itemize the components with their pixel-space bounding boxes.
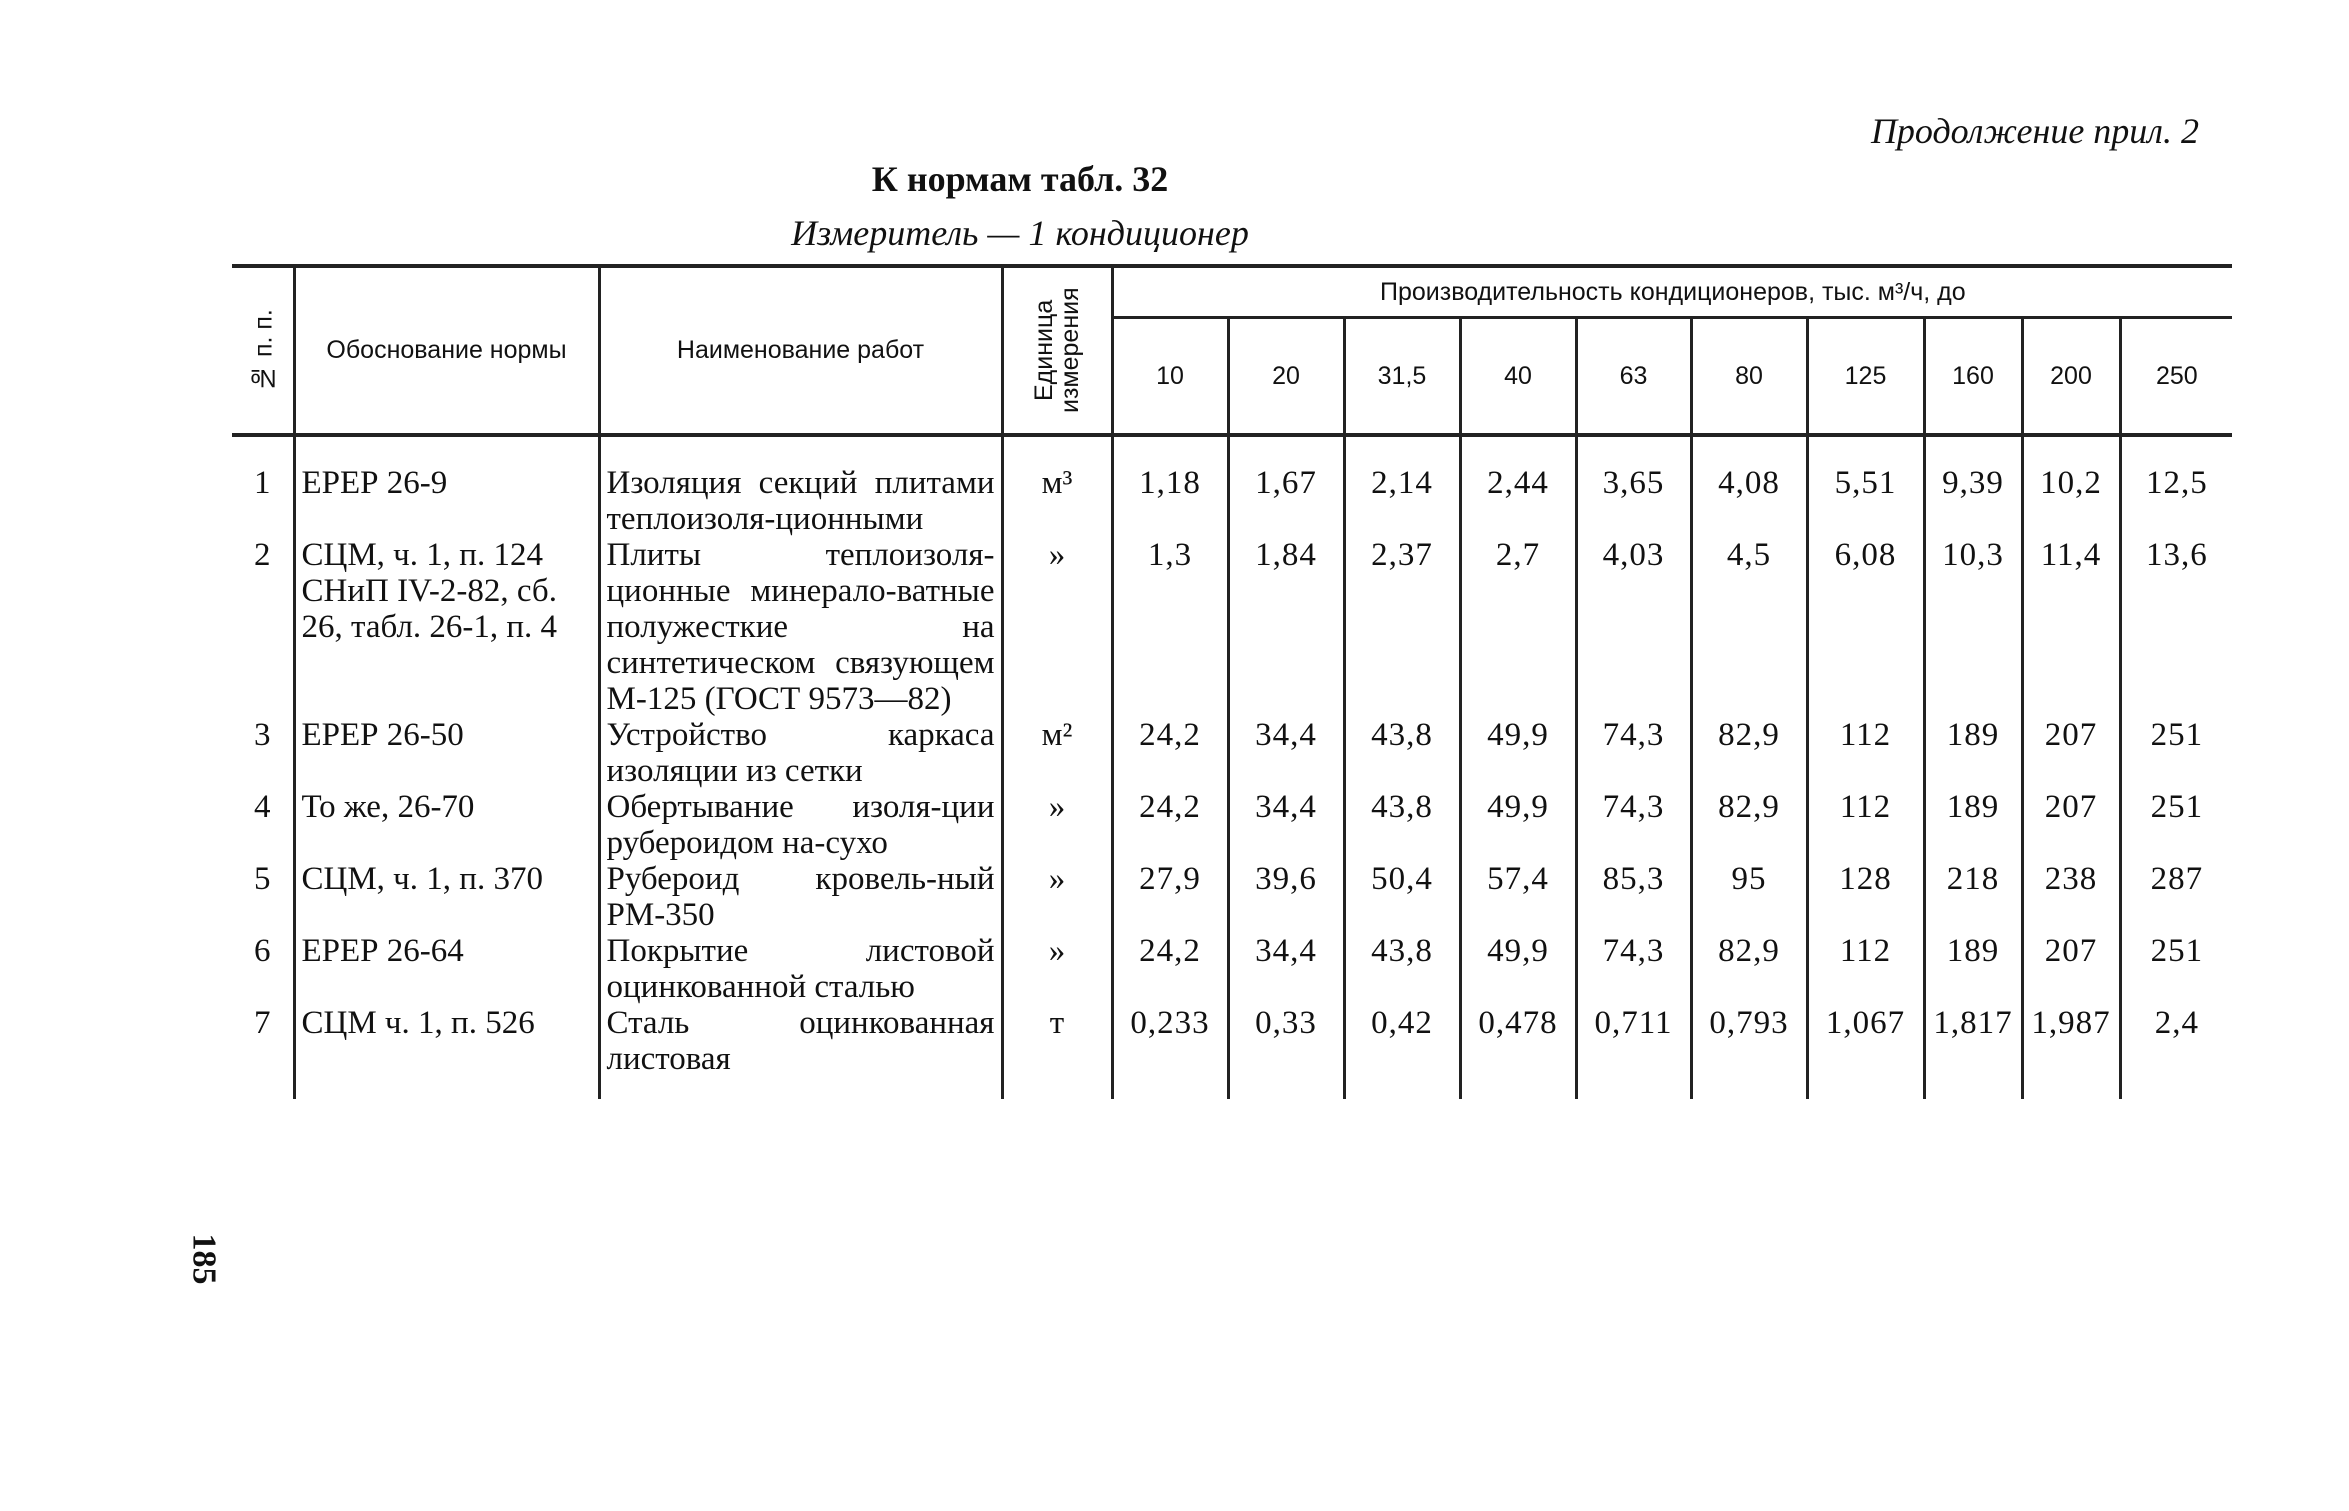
row-value: 1,84 xyxy=(1228,537,1344,717)
row-work: Рубероид кровель-ный РМ-350 xyxy=(599,861,1002,933)
row-work: Обертывание изоля-ции рубероидом на-сухо xyxy=(599,789,1002,861)
row-number: 3 xyxy=(232,717,294,789)
row-basis: СЦМ, ч. 1, п. 370 xyxy=(294,861,599,933)
row-value: 0,478 xyxy=(1460,1005,1576,1099)
row-basis: СЦМ ч. 1, п. 526 xyxy=(294,1005,599,1099)
row-value: 3,65 xyxy=(1576,435,1691,537)
row-value: 43,8 xyxy=(1344,789,1460,861)
header-capacity-6: 125 xyxy=(1807,318,1924,436)
row-number: 1 xyxy=(232,435,294,537)
row-value: 12,5 xyxy=(2120,435,2232,537)
row-basis: ЕРЕР 26-64 xyxy=(294,933,599,1005)
header-unit: Единица измерения xyxy=(1002,266,1112,435)
row-value: 9,39 xyxy=(1924,435,2022,537)
row-value: 218 xyxy=(1924,861,2022,933)
row-value: 0,233 xyxy=(1112,1005,1228,1099)
row-value: 49,9 xyxy=(1460,789,1576,861)
row-number: 4 xyxy=(232,789,294,861)
row-value: 34,4 xyxy=(1228,717,1344,789)
header-capacity-5: 80 xyxy=(1691,318,1807,436)
row-value: 10,3 xyxy=(1924,537,2022,717)
table-row xyxy=(232,537,2232,717)
row-value: 0,711 xyxy=(1576,1005,1691,1099)
header-capacity-9: 250 xyxy=(2120,318,2232,436)
row-number: 2 xyxy=(232,537,294,717)
header-basis: Обоснование нормы xyxy=(294,266,599,435)
row-work: Изоляция секций плитами теплоизоля-ционными xyxy=(599,435,1002,537)
row-value: 5,51 xyxy=(1807,435,1924,537)
row-unit: » xyxy=(1002,861,1112,933)
row-value: 24,2 xyxy=(1112,933,1228,1005)
row-value: 24,2 xyxy=(1112,789,1228,861)
row-basis: ЕРЕР 26-50 xyxy=(294,717,599,789)
row-value: 128 xyxy=(1807,861,1924,933)
row-value: 82,9 xyxy=(1691,789,1807,861)
row-value: 11,4 xyxy=(2022,537,2120,717)
row-value: 0,42 xyxy=(1344,1005,1460,1099)
row-value: 207 xyxy=(2022,717,2120,789)
row-value: 27,9 xyxy=(1112,861,1228,933)
row-unit: » xyxy=(1002,933,1112,1005)
table-row xyxy=(232,789,2232,861)
row-value: 251 xyxy=(2120,933,2232,1005)
row-value: 24,2 xyxy=(1112,717,1228,789)
row-value: 1,3 xyxy=(1112,537,1228,717)
row-value: 1,18 xyxy=(1112,435,1228,537)
row-value: 189 xyxy=(1924,717,2022,789)
header-capacity-8: 200 xyxy=(2022,318,2120,436)
row-value: 0,793 xyxy=(1691,1005,1807,1099)
row-number: 5 xyxy=(232,861,294,933)
row-unit: м³ xyxy=(1002,435,1112,537)
row-unit: т xyxy=(1002,1005,1112,1099)
row-value: 251 xyxy=(2120,789,2232,861)
row-value: 82,9 xyxy=(1691,717,1807,789)
norms-table xyxy=(232,264,2232,1099)
table-row xyxy=(232,717,2232,789)
header-capacity-7: 160 xyxy=(1924,318,2022,436)
row-value: 2,37 xyxy=(1344,537,1460,717)
row-value: 2,7 xyxy=(1460,537,1576,717)
header-capacity-0: 10 xyxy=(1112,318,1228,436)
header-capacity-1: 20 xyxy=(1228,318,1344,436)
row-value: 74,3 xyxy=(1576,789,1691,861)
row-value: 49,9 xyxy=(1460,717,1576,789)
row-value: 82,9 xyxy=(1691,933,1807,1005)
row-value: 43,8 xyxy=(1344,717,1460,789)
row-value: 13,6 xyxy=(2120,537,2232,717)
row-work: Устройство каркаса изоляции из сетки xyxy=(599,717,1002,789)
row-value: 10,2 xyxy=(2022,435,2120,537)
row-value: 4,03 xyxy=(1576,537,1691,717)
row-value: 95 xyxy=(1691,861,1807,933)
row-value: 4,08 xyxy=(1691,435,1807,537)
row-value: 1,067 xyxy=(1807,1005,1924,1099)
header-capacity-group: Производительность кондиционеров, тыс. м³/ч, до xyxy=(1112,266,2232,318)
row-unit: » xyxy=(1002,537,1112,717)
row-value: 112 xyxy=(1807,933,1924,1005)
table-row xyxy=(232,1005,2232,1099)
row-work: Сталь оцинкованная листовая xyxy=(599,1005,1002,1099)
table-row xyxy=(232,861,2232,933)
table-subtitle: Измеритель — 1 кондиционер xyxy=(791,213,1249,253)
row-basis: То же, 26-70 xyxy=(294,789,599,861)
row-number: 6 xyxy=(232,933,294,1005)
row-value: 207 xyxy=(2022,933,2120,1005)
header-capacity-3: 40 xyxy=(1460,318,1576,436)
table-row xyxy=(232,435,2232,537)
row-value: 50,4 xyxy=(1344,861,1460,933)
header-row-number: № п. п. xyxy=(232,266,294,435)
row-value: 34,4 xyxy=(1228,933,1344,1005)
row-work: Плиты теплоизоля-ционные минерало-ватные полужесткие на синтетическом связующем М-125 (ГОСТ 9573—82) xyxy=(599,537,1002,717)
table-title: К нормам табл. 32 xyxy=(871,159,1169,199)
row-value: 189 xyxy=(1924,933,2022,1005)
page-number: 185 xyxy=(185,1233,223,1285)
row-value: 57,4 xyxy=(1460,861,1576,933)
row-work: Покрытие листовой оцинкованной сталью xyxy=(599,933,1002,1005)
row-number: 7 xyxy=(232,1005,294,1099)
row-value: 4,5 xyxy=(1691,537,1807,717)
row-value: 1,817 xyxy=(1924,1005,2022,1099)
row-unit: м² xyxy=(1002,717,1112,789)
row-value: 74,3 xyxy=(1576,717,1691,789)
row-value: 189 xyxy=(1924,789,2022,861)
row-value: 2,44 xyxy=(1460,435,1576,537)
row-value: 39,6 xyxy=(1228,861,1344,933)
header-capacity-4: 63 xyxy=(1576,318,1691,436)
row-unit: » xyxy=(1002,789,1112,861)
row-value: 85,3 xyxy=(1576,861,1691,933)
row-value: 6,08 xyxy=(1807,537,1924,717)
row-value: 2,4 xyxy=(2120,1005,2232,1099)
row-value: 112 xyxy=(1807,717,1924,789)
row-value: 207 xyxy=(2022,789,2120,861)
row-value: 2,14 xyxy=(1344,435,1460,537)
row-basis: ЕРЕР 26-9 xyxy=(294,435,599,537)
row-value: 287 xyxy=(2120,861,2232,933)
row-value: 251 xyxy=(2120,717,2232,789)
header-work: Наименование работ xyxy=(599,266,1002,435)
row-value: 112 xyxy=(1807,789,1924,861)
row-value: 1,987 xyxy=(2022,1005,2120,1099)
row-value: 1,67 xyxy=(1228,435,1344,537)
row-value: 43,8 xyxy=(1344,933,1460,1005)
header-capacity-2: 31,5 xyxy=(1344,318,1460,436)
row-basis: СЦМ, ч. 1, п. 124 СНиП IV-2-82, сб. 26, табл. 26-1, п. 4 xyxy=(294,537,599,717)
continuation-note: Продолжение прил. 2 xyxy=(1870,111,2199,151)
row-value: 74,3 xyxy=(1576,933,1691,1005)
table-row xyxy=(232,933,2232,1005)
row-value: 238 xyxy=(2022,861,2120,933)
row-value: 0,33 xyxy=(1228,1005,1344,1099)
row-value: 49,9 xyxy=(1460,933,1576,1005)
row-value: 34,4 xyxy=(1228,789,1344,861)
